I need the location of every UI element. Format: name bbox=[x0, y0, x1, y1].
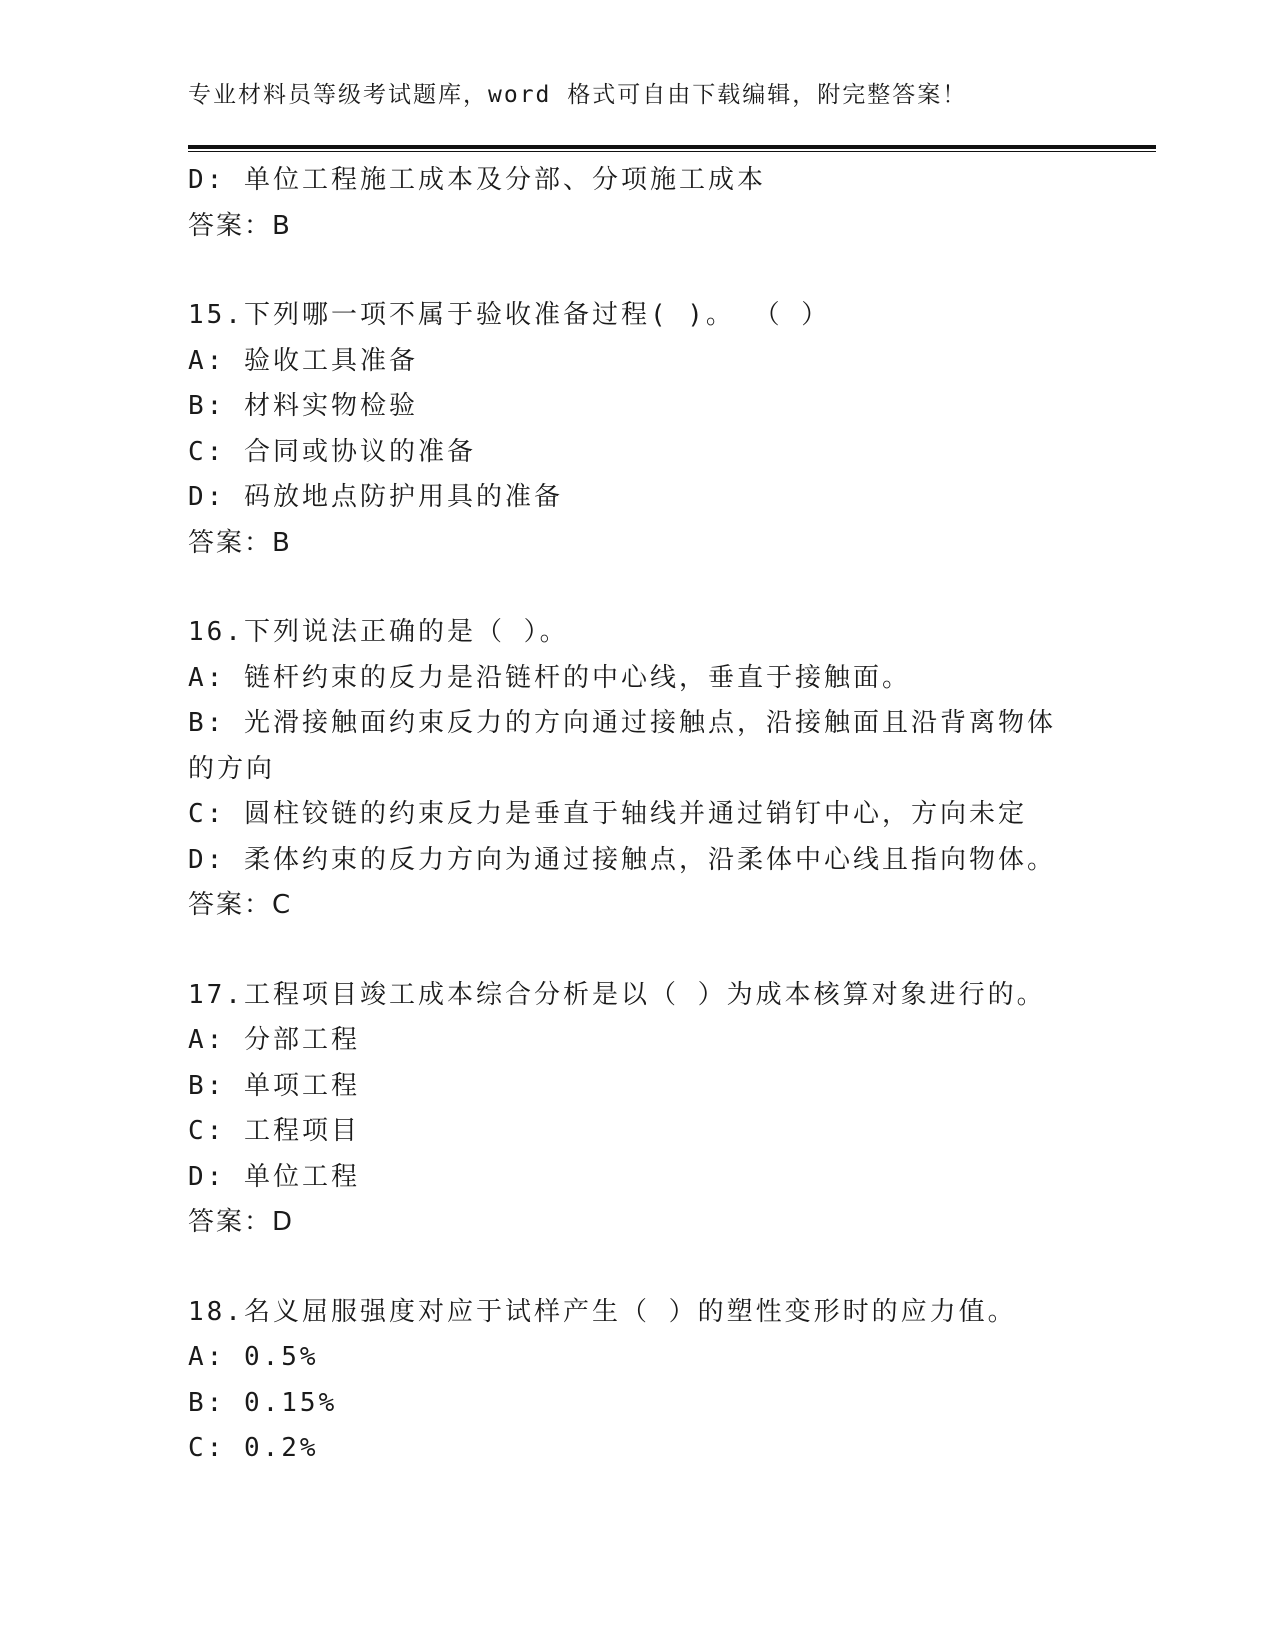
question-18-stem: 18.名义屈服强度对应于试样产生（ ）的塑性变形时的应力值。 bbox=[188, 1296, 1017, 1327]
question-content bbox=[188, 158, 1088, 1472]
question-15-stem: 15.下列哪一项不属于验收准备过程( )。 （ ） bbox=[188, 300, 831, 330]
question-15-answer: 答案：B bbox=[188, 527, 292, 558]
question-15-option-a: A: 验收工具准备 bbox=[188, 345, 418, 376]
question-18-option-b: B: 0.15% bbox=[188, 1387, 338, 1418]
question-15-option-c: C: 合同或协议的准备 bbox=[188, 436, 476, 467]
question-17-stem: 17.工程项目竣工成本综合分析是以（ ）为成本核算对象进行的。 bbox=[188, 979, 1046, 1010]
question-15-option-d: D: 码放地点防护用具的准备 bbox=[188, 482, 563, 512]
question-18-option-a: A: 0.5% bbox=[188, 1342, 319, 1372]
question-16-option-c: C: 圆柱铰链的约束反力是垂直于轴线并通过销钉中心，方向未定 bbox=[188, 799, 1027, 829]
question-16-option-a: A: 链杆约束的反力是沿链杆的中心线，垂直于接触面。 bbox=[188, 662, 911, 693]
question-17-option-b: B: 单项工程 bbox=[188, 1070, 360, 1101]
question-18-option-c: C: 0.2% bbox=[188, 1433, 319, 1463]
header-rule-thick bbox=[188, 145, 1156, 149]
question-16-stem: 16.下列说法正确的是（ ）。 bbox=[188, 617, 569, 647]
page-header: 专业材料员等级考试题库，word 格式可自由下载编辑，附完整答案！ bbox=[188, 82, 968, 108]
question-17-answer: 答案：D bbox=[188, 1207, 295, 1237]
prev-option-d: D: 单位工程施工成本及分部、分项施工成本 bbox=[188, 165, 766, 195]
question-16-answer: 答案：C bbox=[188, 890, 293, 920]
question-17-option-a: A: 分部工程 bbox=[188, 1025, 360, 1055]
question-17-option-c: C: 工程项目 bbox=[188, 1116, 360, 1146]
prev-answer: 答案：B bbox=[188, 210, 292, 241]
question-17-option-d: D: 单位工程 bbox=[188, 1161, 360, 1192]
question-16-option-b: B: 光滑接触面约束反力的方向通过接触点，沿接触面且沿背离物体的方向 bbox=[188, 708, 1056, 784]
header-rule-thin bbox=[188, 151, 1156, 152]
question-16-option-d: D: 柔体约束的反力方向为通过接触点，沿柔体中心线且指向物体。 bbox=[188, 844, 1056, 875]
question-15-option-b: B: 材料实物检验 bbox=[188, 391, 418, 421]
